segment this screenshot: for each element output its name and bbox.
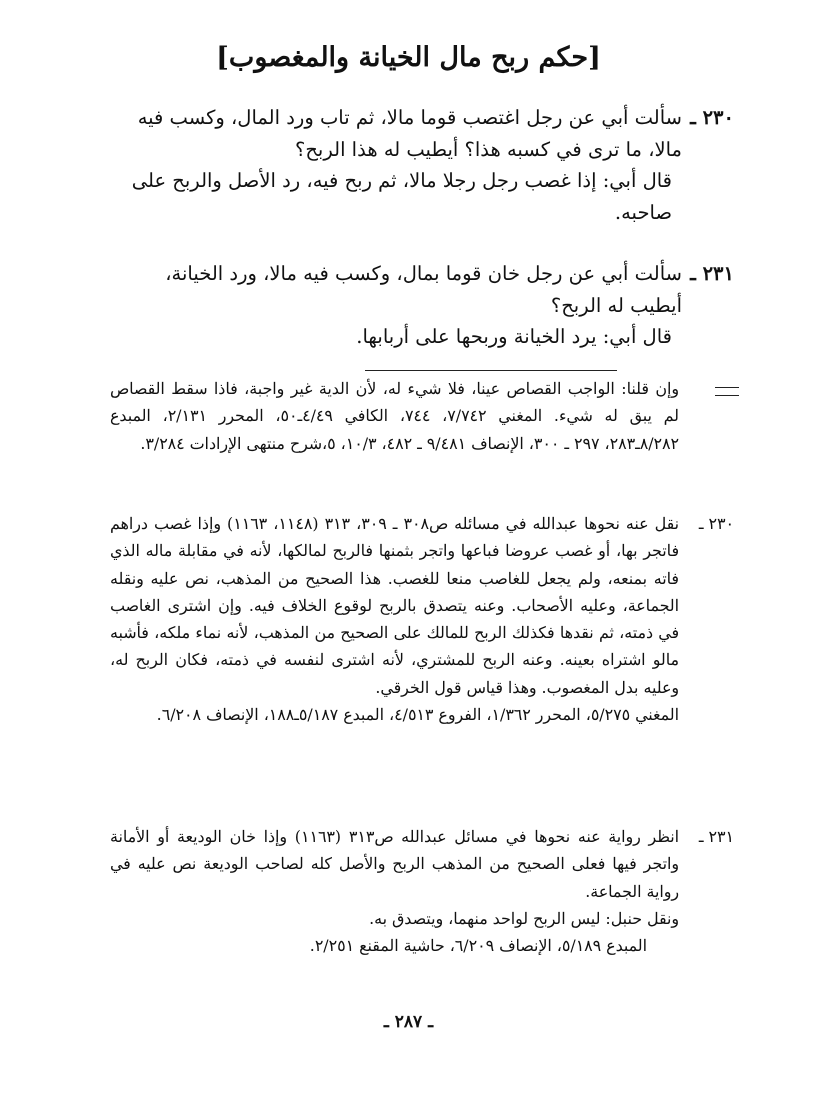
footnote-230: [110, 510, 734, 728]
footnote-number: ٢٣٠ ـ: [698, 514, 734, 533]
footnote-continued: [110, 375, 679, 457]
entry-231: [110, 258, 734, 353]
section-title: [حكم ربح مال الخيانة والمغصوب]: [216, 42, 601, 73]
footnote-text: انظر رواية عنه نحوها في مسائل عبدالله ص٣١٣ (١١٦٣) وإذا خان الوديعة أو الأمانة واتجر فيها فعلى الصحيح من المذهب الربح والأصل كله لصاحب الوديعة نص عليه في رواية الجماعة.: [110, 827, 680, 901]
entry-answer: قال أبي: يرد الخيانة وربحها على أربابها.: [356, 325, 672, 348]
footnote-separator: [365, 370, 617, 371]
footnote-references: المغني ٥/٢٧٥، المحرر ١/٣٦٢، الفروع ٤/٥١٣، المبدع ٥/١٨٧ـ١٨٨، الإنصاف ٦/٢٠٨.: [156, 705, 679, 725]
entry-number: ٢٣٠ ـ: [690, 106, 734, 129]
page-number: ـ ٢٨٧ ـ: [383, 1012, 434, 1032]
entry-question: سألت أبي عن رجل خان قوما بمال، وكسب فيه مالا، ورد الخيانة، أيطيب له الربح؟: [165, 262, 682, 317]
footnote-number: ٢٣١ ـ: [698, 827, 734, 846]
footnote-references: المبدع ٥/١٨٩، الإنصاف ٦/٢٠٩، حاشية المقنع ٢/٢٥١.: [309, 936, 647, 956]
footnote-text: وإن قلنا: الواجب القصاص عينا، فلا شيء له، لأن الدية غير واجبة، فاذا سقط القصاص لم يبق له شيء. المغني ٧/٧٤٢، ٧٤٤، الكافي ٤/٤٩ـ٥٠، المحرر ٢/١٣١، المبدع ٨/٢٨٢ـ٢٨٣، ٢٩٧ ـ ٣٠٠، الإنصاف ٩/٤٨١ ـ ٤٨٢، ١٠/٣، ٥،شرح منتهى الإرادات ٣/٢٨٤.: [110, 379, 679, 453]
entry-number: ٢٣١ ـ: [690, 262, 734, 285]
entry-question: سألت أبي عن رجل اغتصب قوما مالا، ثم تاب ورد المال، وكسب فيه مالا، ما ترى في كسبه هذا؟ أيطيب له هذا الربح؟: [137, 106, 682, 161]
entry-230: [110, 102, 734, 228]
entry-answer: قال أبي: إذا غصب رجل رجلا مالا، ثم ربح فيه، رد الأصل والربح على صاحبه.: [131, 169, 672, 224]
footnote-231: [110, 823, 734, 959]
continuation-mark: [715, 387, 739, 396]
footnote-text: نقل عنه نحوها عبدالله في مسائله ص٣٠٨ ـ ٣٠٩، ٣١٣ (١١٤٨، ١١٦٣) وإذا غصب دراهم فاتجر بها، أو غصب عروضا فباعها واتجر بثمنها فالربح لمالكها، لأنه في مقابلة ماله الذي فاته بمنعه، ولم يجعل للغاصب منعا للغصب. هذا الصحيح من المذهب، نص عليه ونقله الجماعة، وعليه الأصحاب. وعنه يتصدق بالربح لوقوع الخلاف فيه. وإن اشترى الغاصب في ذمته، ثم نقدها فكذلك الربح للمالك على الصحيح من المذهب، لأنه نماء ملكه، فأشبه مالو اشتراه بعينه. وعنه الربح للمشتري، لأنه اشترى لنفسه في ذمته، فكان الربح له، وعليه بدل المغصوب. وهذا قياس قول الخرقي.: [110, 514, 680, 697]
footnote-quote: ونقل حنبل: ليس الربح لواحد منهما، ويتصدق به.: [369, 908, 679, 928]
